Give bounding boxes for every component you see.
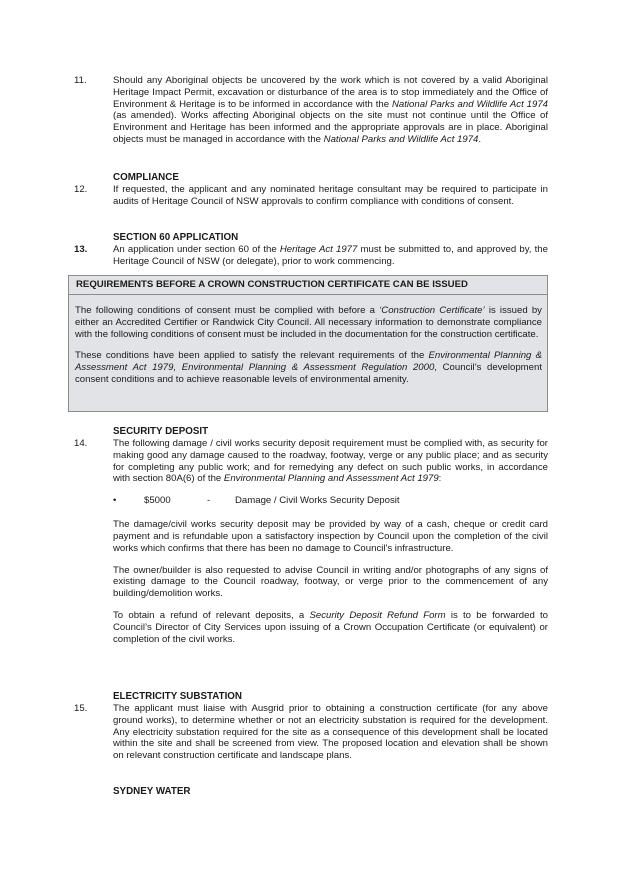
condition-number: 14. xyxy=(74,438,88,449)
requirements-paragraph: These conditions have been applied to satisfy the relevant requirements of the Environmental Planning & Assessment Act 1979, Environmental Planning & Assessment Regulation 2000, Council’s development consent conditions and to achieve reasonable levels of environmental amenity. xyxy=(75,350,542,385)
deposit-paragraph: To obtain a refund of relevant deposits, a Security Deposit Refund Form is to be forwarded to Council’s Director of City Services upon issuing of a Crown Occupation Certificate (or equivalent) or completion of the civil works. xyxy=(113,609,548,645)
act-reference: Environmental Planning and Assessment Act 1979 xyxy=(223,473,439,485)
condition-text: Should any Aboriginal objects be uncovered by the work which is not covered by a valid Aboriginal Heritage Impact Permit, excavation or disturbance of the area is to stop immediately and the Office of Environment & Heritage is to be informed in accordance with the National Parks and Wildlife Act 1974 (as amended). Works affecting Aboriginal objects on the site must not continue until the Office of Environment and Heritage has been informed and the appropriate approvals are in place. Aboriginal objects must be managed in accordance with the National Parks and Wildlife Act 1974. xyxy=(113,75,548,145)
condition-15 xyxy=(74,703,548,762)
condition-14 xyxy=(74,438,548,645)
deposit-amount: $5000 xyxy=(144,495,171,507)
condition-number: 12. xyxy=(74,184,88,195)
act-reference: National Parks and Wildlife Act 1974 xyxy=(323,133,479,145)
deposit-description: Damage / Civil Works Security Deposit xyxy=(235,495,400,507)
bullet: • xyxy=(113,495,117,507)
deposit-list-item xyxy=(113,495,548,507)
condition-13 xyxy=(74,244,548,268)
act-reference: National Parks and Wildlife Act 1974 xyxy=(392,98,548,110)
condition-text: The following damage / civil works security deposit requirement must be complied with, as security for making good any damage caused to the roadway, footway, verge or any public place; and as security for completing any public work; and for remedying any defect on such public works, in accordance with section 80A(6) of the Environmental Planning and Assessment Act 1979: • $5000 - Damage / Civil Works Security Deposit The damage/civil works security deposit may be provided by way of a cash, cheque or credit card payment and is refundable upon a satisfactory inspection by Council upon the completion of the civil works which confirms that there has been no damage to Council's infrastructure. The owner/builder is also requested to advise Council in writing and/or photographs of any signs of existing damage to the Council roadway, footway, or verge prior to the commencement of any building/demolition works. To obtain a refund of relevant deposits, a Security Deposit Refund Form is to be forwarded to Council’s Director of City Services upon issuing of a Crown Occupation Certificate (or equivalent) or completion of the civil works. xyxy=(113,438,548,645)
section-heading-security-deposit: SECURITY DEPOSIT xyxy=(113,426,209,437)
condition-number: 13. xyxy=(74,244,88,255)
condition-text: An application under section 60 of the Heritage Act 1977 must be submitted to, and approved by, the Heritage Council of NSW (or delegate), prior to work commencing. xyxy=(113,244,548,267)
section-heading-section-60: SECTION 60 APPLICATION xyxy=(113,232,239,243)
section-heading-compliance: COMPLIANCE xyxy=(113,172,179,183)
requirements-box-body xyxy=(69,295,547,386)
deposit-paragraph: The damage/civil works security deposit may be provided by way of a cash, cheque or credit card payment and is refundable upon a satisfactory inspection by Council upon the completion of the civil works which confirms that there has been no damage to Council's infrastructure. xyxy=(113,519,548,554)
section-heading-electricity-substation: ELECTRICITY SUBSTATION xyxy=(113,691,242,702)
deposit-paragraph: The owner/builder is also requested to advise Council in writing and/or photographs of any signs of existing damage to the Council roadway, footway, or verge prior to the commencement of any building/demolition works. xyxy=(113,564,548,600)
requirements-box xyxy=(68,275,548,412)
condition-text: If requested, the applicant and any nominated heritage consultant may be required to participate in audits of Heritage Council of NSW approvals to confirm compliance with conditions of consent. xyxy=(113,184,548,207)
section-heading-sydney-water: SYDNEY WATER xyxy=(113,786,191,797)
condition-text: The applicant must liaise with Ausgrid prior to obtaining a construction certificate (for any above ground works), to determine whether or not an electricity substation is required for the development. Any electricity substation required for the site as a consequence of this development shall be located within the site and shall be screened from view. The proposed location and elevation shall be shown on relevant construction certificate and landscape plans. xyxy=(113,703,548,762)
requirements-box-title: REQUIREMENTS BEFORE A CROWN CONSTRUCTION CERTIFICATE CAN BE ISSUED xyxy=(69,276,547,295)
condition-11 xyxy=(74,75,548,146)
act-reference: Environmental Planning & Assessment Act 1979, Environmental Planning & Assessment Regulation 2000 xyxy=(75,350,542,374)
deposit-dash: - xyxy=(207,495,211,507)
requirements-paragraph: The following conditions of consent must be complied with before a ‘Construction Certificate’ is issued by either an Accredited Certifier or Randwick City Council. All necessary information to demonstrate compliance with the following conditions of consent must be included in the documentation for the construction certificate. xyxy=(75,305,542,340)
act-reference: Heritage Act 1977 xyxy=(279,244,358,255)
condition-12 xyxy=(74,184,548,208)
condition-number: 11. xyxy=(74,75,87,86)
condition-number: 15. xyxy=(74,703,88,714)
